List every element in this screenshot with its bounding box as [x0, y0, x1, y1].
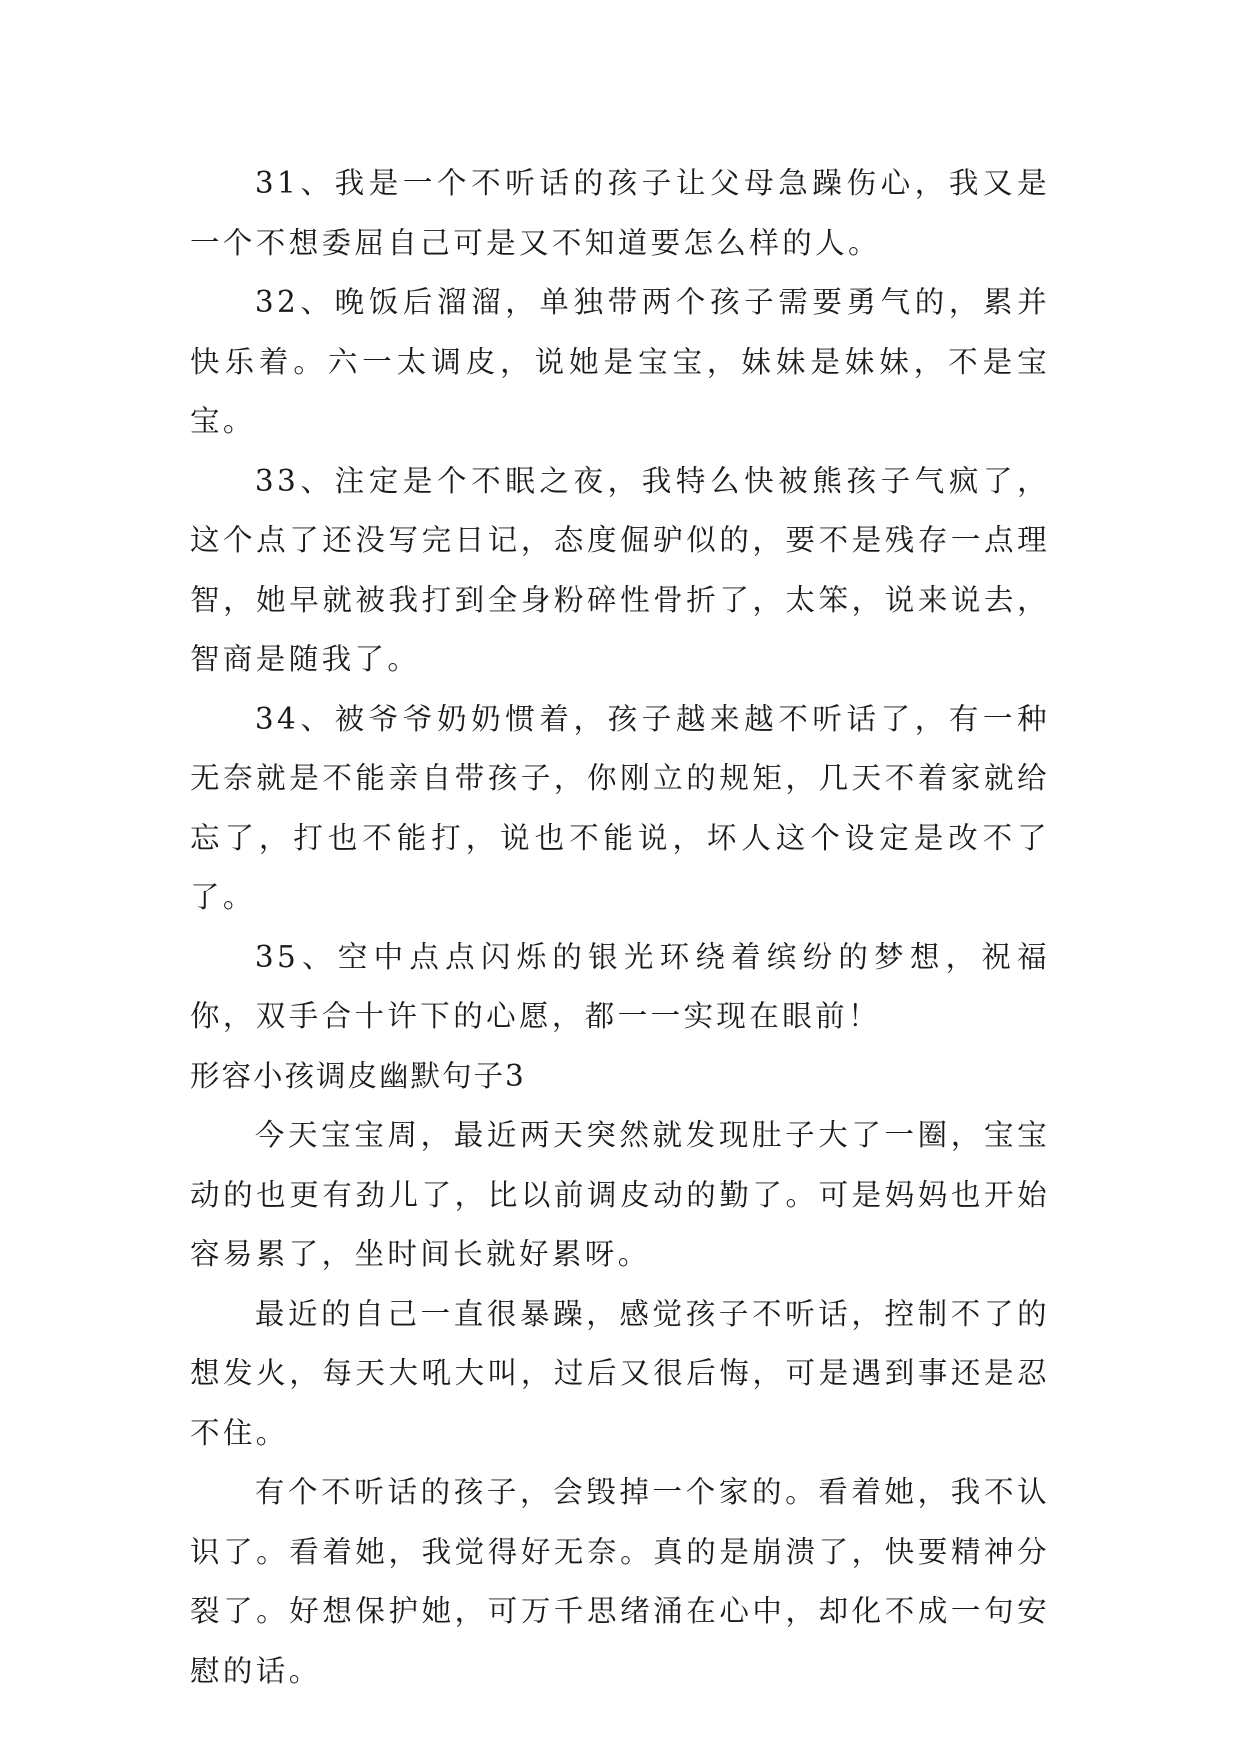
paragraph-34: 34、被爷爷奶奶惯着，孩子越来越不听话了，有一种无奈就是不能亲自带孩子，你刚立的规矩，几天不着家就给忘了，打也不能打，说也不能说，坏人这个设定是改不了了。: [190, 701, 1050, 914]
paragraph-35: 35、空中点点闪烁的银光环绕着缤纷的梦想，祝福你，双手合十许下的心愿，都一一实现在眼前！: [190, 939, 1050, 1033]
document-body: [190, 154, 1050, 1701]
paragraph-33: 33、注定是个不眠之夜，我特么快被熊孩子气疯了，这个点了还没写完日记，态度倔驴似的，要不是残存一点理智，她早就被我打到全身粉碎性骨折了，太笨，说来说去，智商是随我了。: [190, 463, 1050, 676]
paragraph-31: 31、我是一个不听话的孩子让父母急躁伤心，我又是一个不想委屈自己可是又不知道要怎么样的人。: [190, 166, 1050, 260]
paragraph-32: 32、晚饭后溜溜，单独带两个孩子需要勇气的，累并快乐着。六一太调皮，说她是宝宝，妹妹是妹妹，不是宝宝。: [190, 285, 1050, 438]
paragraph-body-3: 有个不听话的孩子，会毁掉一个家的。看着她，我不认识了。看着她，我觉得好无奈。真的是崩溃了，快要精神分裂了。好想保护她，可万千思绪涌在心中，却化不成一句安慰的话。: [190, 1475, 1050, 1688]
paragraph-body-2: 最近的自己一直很暴躁，感觉孩子不听话，控制不了的想发火，每天大吼大叫，过后又很后悔，可是遇到事还是忍不住。: [190, 1296, 1050, 1450]
paragraph-body-1: 今天宝宝周，最近两天突然就发现肚子大了一圈，宝宝动的也更有劲儿了，比以前调皮动的勤了。可是妈妈也开始容易累了，坐时间长就好累呀。: [190, 1118, 1050, 1271]
section-heading: 形容小孩调皮幽默句子3: [190, 1058, 526, 1093]
